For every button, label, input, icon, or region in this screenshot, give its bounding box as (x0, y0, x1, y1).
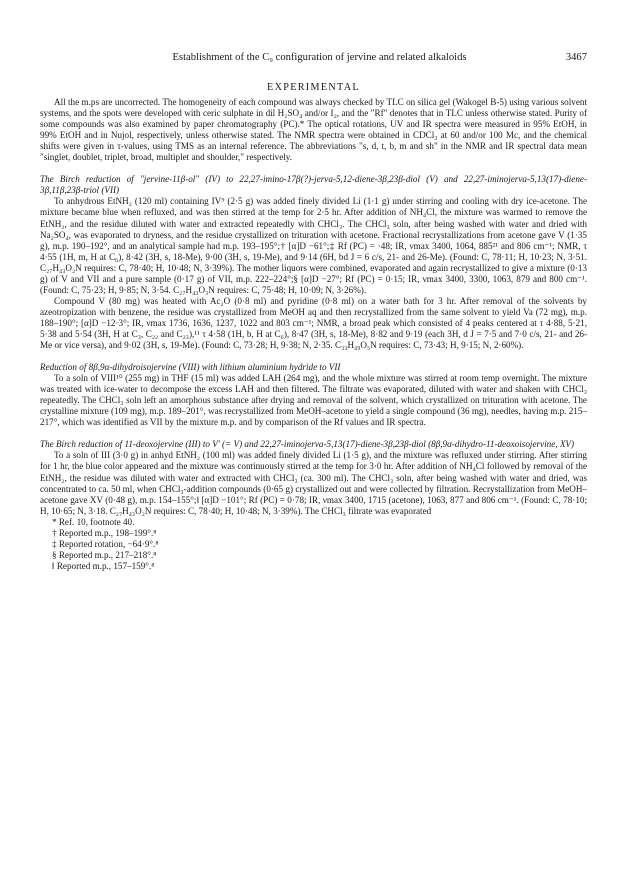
section-heading-reduction-viii: Reduction of 8β,9α-dihydroisojervine (VIII) with lithium aluminium hydride to VII (40, 362, 341, 373)
section-title: EXPERIMENTAL (267, 82, 360, 93)
footnote: ‖ Reported m.p., 157–159°.⁸ (52, 560, 155, 571)
article-body (40, 82, 587, 572)
footnotes (40, 517, 587, 572)
page-number: 3467 (565, 52, 587, 63)
paragraph-birch-iii: To a soln of III (3·0 g) in anhyd EtNH₂ (100 ml) was added finely divided Li (1·5 g), and the mixture was refluxed under stirring. After stirring for 1 hr, the blue color appeared and the mixture was continuously stirred at the temp for 3·0 hr. After addition of NH₄Cl followed by removal of the EtNH₂, the residue was diluted with water and extracted with CHCl₃ (ca. 300 ml). The CHCl₃ soln, after being washed with water and dried, was concentrated to ca. 50 ml, when CHCl₃-addition compounds (0·65 g) crystallized out and were collected by filtration. Recrystallization from MeOH–acetone gave XV (0·48 g), m.p. 154–155°;‖ [α]D −101°; Rf (PC) = 0·78; IR, νmax 3400, 1715 (acetone), 1063, 877 and 806 cm⁻¹. (Found: C, 78·10; H, 10·65; N, 3·18. C₂₇H₄₃O₂N requires: C, 78·40; H, 10·48; N, 3·39%). The CHCl₃ filtrate was evaporated (40, 450, 587, 516)
footnote: ‡ Reported rotation, −64·9°.⁸ (52, 538, 159, 549)
section-heading-birch-iv: The Birch reduction of "jervine-11β-ol" (IV) to 22,27-imino-17β(?)-jerva-5,12-diene-3β,23β-diol (V) and 22,27-iminojerva-5,13(17)-diene-3β,11β,23β-triol (VII) (40, 174, 587, 196)
running-header (52, 52, 587, 68)
intro-paragraph: All the m.ps are uncorrected. The homogeneity of each compound was always checked by TLC on silica gel (Wakogel B-5) using various solvent systems, and the spots were developed with ceric sulphate in dil H₂SO₄ and/or I₂, and the "Rf" denotes that in TLC unless otherwise stated. Purity of some compounds was also examined by paper chromatography (PC).* The optical rotations, UV and IR spectra were measured in 95% EtOH, in 99% EtOH and in Nujol, respectively, unless otherwise stated. The NMR spectra were obtained in CDCl₃ at 60 and/or 100 Mc, and the chemical shifts were given in τ-values, using TMS as an internal reference. The abbreviations "s, d, t, b, m and sh" in the NMR and IR spectral data mean "singlet, doublet, triplet, broad, multiplet and shoulder," respectively. (40, 97, 587, 163)
running-title: Establishment of the C₉ configuration of jervine and related alkaloids (172, 52, 467, 63)
paragraph-reduction-viii: To a soln of VIII¹⁰ (255 mg) in THF (15 ml) was added LAH (264 mg), and the whole mixture was stirred at room temp overnight. The mixture was treated with ice-water to decompose the excess LAH and then filtered. The filtrate was evaporated, diluted with water and shaken with CHCl₃ repeatedly. The CHCl₃ soln left an amorphous substance after drying and removal of the solvent, which crystallized on trituration with acetone. The crystalline mixture (109 mg), m.p. 189–201°, was recrystallized from MeOH–acetone to yield a single compound (36 mg), needles, having m.p. 215–217°, which was identified as VII by the mixture m.p. and by comparison of the Rf values and IR spectra. (40, 373, 587, 428)
section-heading-birch-iii: The Birch reduction of 11-deoxojervine (III) to V' (= V) and 22,27-iminojerva-5,13(17)-diene-3β,23β-diol (8β,9α-dihydro-11-deoxoisojervine, XV) (40, 439, 575, 450)
paragraph-birch-iv-2: Compound V (80 mg) was heated with Ac₂O (0·8 ml) and pyridine (0·8 ml) on a water bath for 3 hr. After removal of the solvents by azeotropization with benzene, the residue was crystallized from MeOH aq and then recrystallized from the same solvent to yield Va (72 mg), m.p. 188–190°; [α]D −12·3°; IR, νmax 1736, 1636, 1237, 1022 and 803 cm⁻¹; NMR, a broad peak which consisted of 4 peaks centered at τ 4·88, 5·21, 5·38 and 5·54 (3H, H at C₃, C₂₂ and C₂₃),¹¹ τ 4·58 (1H, b, H at C₆), 8·47 (3H, s, 18-Me), 8·82 and 9·19 (each 3H, d J = 7·5 and 7·0 c/s, 21- and 26-Me or vice versa), and 9·02 (3H, s, 19-Me). (Found: C, 73·28; H, 9·38; N, 2·35. C₃₃H₄₉O₅N requires: C, 73·43; H, 9·15; N, 2·60%). (40, 295, 587, 351)
footnote: † Reported m.p., 198–199°.⁸ (52, 527, 157, 538)
footnote: § Reported m.p., 217–218°.⁸ (52, 549, 157, 560)
footnote: * Ref. 10, footnote 40. (52, 516, 135, 527)
paragraph-birch-iv-1: To anhydrous EtNH₂ (120 ml) containing IV⁹ (2·5 g) was added finely divided Li (1·1 g) under stirring and cooling with dry ice-acetone. The mixture became blue when refluxed, and was then stirred at the temp for 2·5 hr. After addition of NH₄Cl, the mixture was warmed to remove the EtNH₂, and the residue diluted with water and extracted repeatedly with CHCl₃. The CHCl₃ soln, after being washed with water and dried with Na₂SO₄, was evaporated to dryness, and the residue crystallized on trituration with acetone. Fractional recrystallizations from acetone gave V (1·35 g), m.p. 190–192°, and an analytical sample had m.p. 193–195°;† [α]D −61°;‡ Rf (PC) = ·48; IR, νmax 3400, 1064, 885²¹ and 806 cm⁻¹; NMR, τ 4·55 (1H, m, H at C₆), 8·42 (3H, s, 18-Me), 9·00 (3H, s, 19-Me), and 9·14 (6H, bd J = 6 c/s, 21- and 26-Me). (Found: C, 78·11; H, 10·23; N, 3·51. C₂₇H₄₃O₂N requires: C, 78·40; H, 10·48; N, 3·39%). The mother liquors were combined, evaporated and again recrystallized to give a mixture (0·13 g) of V and VII and a pure sample (0·17 g) of VII, m.p. 222–224°;§ [α]D −27°; Rf (PC) = 0·15; IR, νmax 3400, 3300, 1063, 879 and 800 cm⁻¹. (Found: C, 75·23; H, 9·85; N, 3·54. C₂₇H₄₃O₃N requires: C, 75·48; H, 10·09; N, 3·26%). (40, 196, 587, 295)
